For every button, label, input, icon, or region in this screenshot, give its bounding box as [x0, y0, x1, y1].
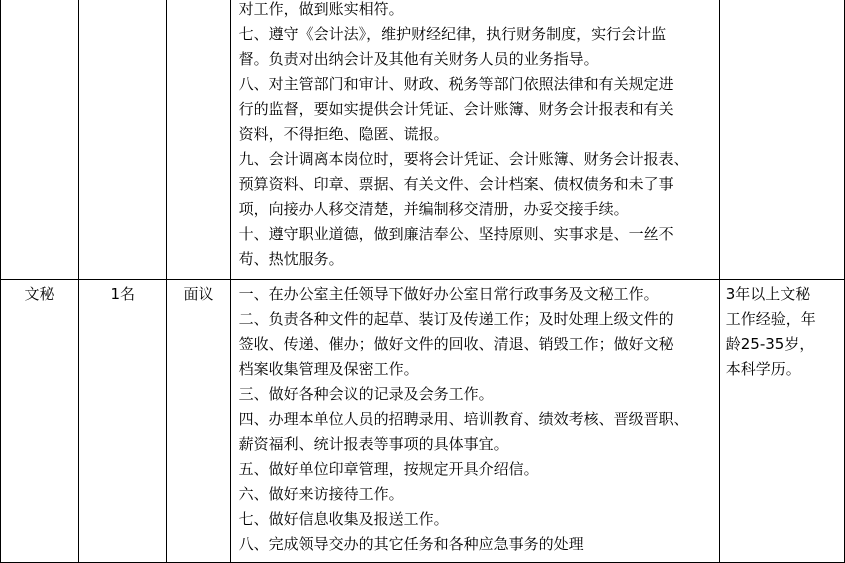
- requirement-line: 龄25-35岁，: [725, 335, 815, 353]
- table-row: [1, 280, 845, 563]
- duty-line: 预算资料、印章、票据、有关文件、会计档案、债权债务和未了事: [238, 175, 674, 193]
- position-cell: [1, 0, 79, 280]
- duty-line: 七、做好信息收集及报送工作。: [238, 510, 449, 528]
- duty-line: 薪资福利、统计报表等事项的具体事宜。: [238, 435, 509, 453]
- duty-line: 八、完成领导交办的其它任务和各种应急事务的处理: [238, 535, 584, 553]
- headcount-cell: 1名: [79, 280, 167, 563]
- requirement-line: 工作经验，年: [725, 310, 816, 328]
- duty-line: 七、遵守《会计法》，维护财经纪律，执行财务制度，实行会计监: [238, 25, 667, 43]
- duty-line: 资料，不得拒绝、隐匿、谎报。: [238, 125, 449, 143]
- headcount-cell: [79, 0, 167, 280]
- duties-cell: [230, 0, 719, 280]
- duty-line: 九、会计调离本岗位时，要将会计凭证、会计账簿、财务会计报表、: [238, 150, 689, 168]
- salary-method-cell: 面议: [167, 280, 230, 563]
- requirements-cell: [719, 0, 844, 280]
- position-cell: 文秘: [1, 280, 79, 563]
- requirements-cell: [719, 280, 844, 563]
- duty-line: 十、遵守职业道德，做到廉洁奉公、坚持原则、实事求是、一丝不: [238, 225, 674, 243]
- duty-line: 三、做好各种会议的记录及会务工作。: [238, 385, 494, 403]
- salary-method-cell: [167, 0, 230, 280]
- duty-line: 四、办理本单位人员的招聘录用、培训教育、绩效考核、晋级晋职、: [238, 410, 689, 428]
- duty-line: 二、负责各种文件的起草、装订及传递工作；及时处理上级文件的: [238, 310, 674, 328]
- duty-line: 八、对主管部门和审计、财政、税务等部门依照法律和有关规定进: [238, 75, 674, 93]
- duty-line: 苟、热忱服务。: [238, 250, 344, 268]
- duty-line: 签收、传递、催办；做好文件的回收、清退、销毁工作；做好文秘: [238, 335, 674, 353]
- duty-line: 五、做好单位印章管理，按规定开具介绍信。: [238, 460, 539, 478]
- duties-cell: [230, 280, 719, 563]
- duty-line: 对工作，做到账实相符。: [238, 0, 404, 18]
- duty-line: 档案收集管理及保密工作。: [238, 360, 419, 378]
- requirement-line: 3年以上文秘: [725, 285, 811, 303]
- requirement-line: 本科学历。: [725, 360, 801, 378]
- duty-line: 督。负责对出纳会计及其他有关财务人员的业务指导。: [238, 50, 599, 68]
- duty-line: 项，向接办人移交清楚，并编制移交清册，办妥交接手续。: [238, 200, 629, 218]
- duty-line: 行的监督，要如实提供会计凭证、会计账簿、财务会计报表和有关: [238, 100, 674, 118]
- duty-line: 六、做好来访接待工作。: [238, 485, 404, 503]
- table-row: [1, 0, 845, 280]
- duty-line: 一、在办公室主任领导下做好办公室日常行政事务及文秘工作。: [238, 285, 659, 303]
